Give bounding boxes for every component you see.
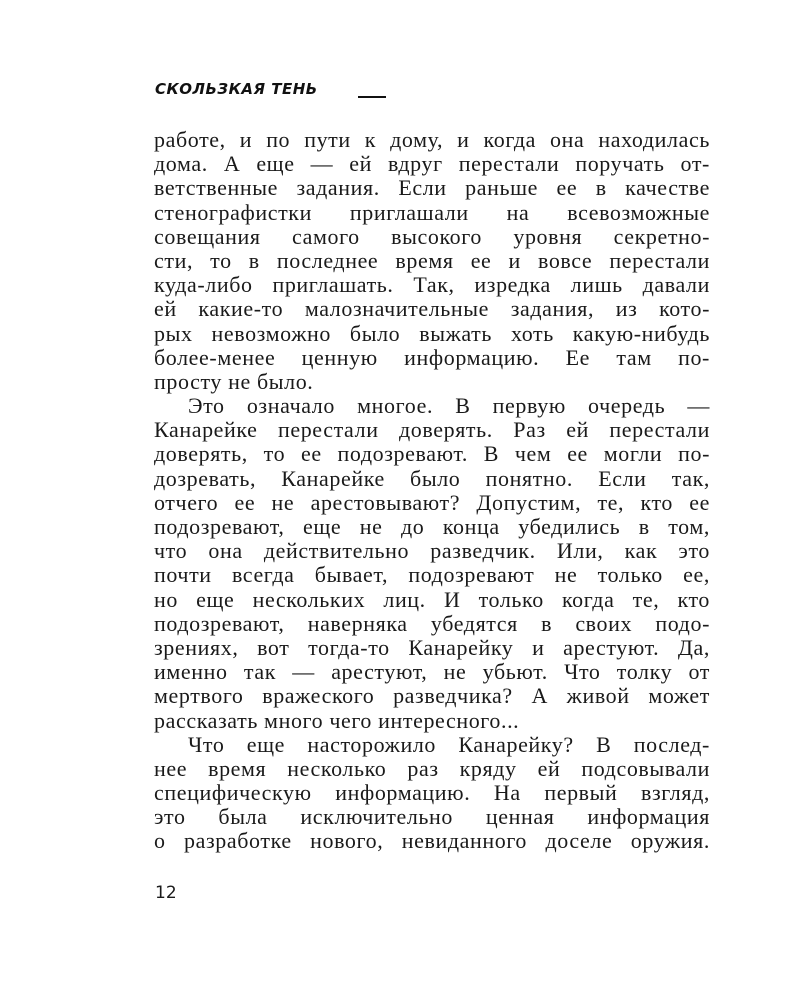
text-line: сти, то в последнее время ее и вовсе перестали xyxy=(154,247,710,273)
text-line: более-менее ценную информацию. Ее там по- xyxy=(154,344,710,370)
text-line: ветственные задания. Если раньше ее в качестве xyxy=(154,175,710,201)
text-line: мертвого вражеского разведчика? А живой может xyxy=(154,683,710,709)
text-line: о разработке нового, невиданного доселе оружия. xyxy=(154,828,710,854)
text-line: дома. А еще — ей вдруг перестали поручать от- xyxy=(154,151,710,177)
text-line: именно так — арестуют, не убьют. Что толку от xyxy=(154,659,710,685)
text-line: доверять, то ее подозревают. В чем ее могли по- xyxy=(154,441,710,467)
paragraph xyxy=(154,128,710,394)
text-line: дозревать, Канарейке было понятно. Если так, xyxy=(154,465,710,491)
text-line: нее время несколько раз кряду ей подсовывали xyxy=(154,755,710,781)
text-line: работе, и по пути к дому, и когда она находилась xyxy=(154,127,710,152)
text-line: просту не было. xyxy=(154,368,314,394)
paragraph xyxy=(154,733,710,854)
text-line: это была исключительно ценная информация xyxy=(154,804,710,830)
running-title: СКОЛЬЗКАЯ ТЕНЬ xyxy=(155,80,318,98)
page-number: 12 xyxy=(155,883,177,903)
text-line: рых невозможно было выжать хоть какую-нибудь xyxy=(154,320,710,346)
text-line: специфическую информацию. На первый взгляд, xyxy=(154,780,710,806)
text-line: зрениях, вот тогда-то Канарейку и арестуют. Да, xyxy=(154,634,710,660)
text-line: Что еще насторожило Канарейку? В послед- xyxy=(188,731,710,757)
text-line: подозревают, еще не до конца убедились в том, xyxy=(154,514,710,539)
text-line: рассказать много чего интересного... xyxy=(154,707,520,733)
text-line: Это означало многое. В первую очередь — xyxy=(188,393,710,419)
text-line: что она действительно разведчик. Или, как это xyxy=(154,538,710,564)
text-line: подозревают, наверняка убедятся в своих подо- xyxy=(154,610,710,636)
text-line: отчего ее не арестовывают? Допустим, те, кто ее xyxy=(154,489,710,515)
text-line: Канарейке перестали доверять. Раз ей перестали xyxy=(154,417,710,443)
header-rule xyxy=(358,96,386,98)
paragraph xyxy=(154,394,710,733)
text-line: совещания самого высокого уровня секретно- xyxy=(154,223,710,249)
text-line: почти всегда бывает, подозревают не только ее, xyxy=(154,562,710,588)
text-line: стенографистки приглашали на всевозможные xyxy=(154,199,710,225)
text-line: но еще нескольких лиц. И только когда те, кто xyxy=(154,586,710,612)
body-text xyxy=(154,128,710,854)
text-line: куда-либо приглашать. Так, изредка лишь давали xyxy=(154,272,710,298)
text-line: ей какие-то малозначительные задания, из кото- xyxy=(154,296,710,322)
